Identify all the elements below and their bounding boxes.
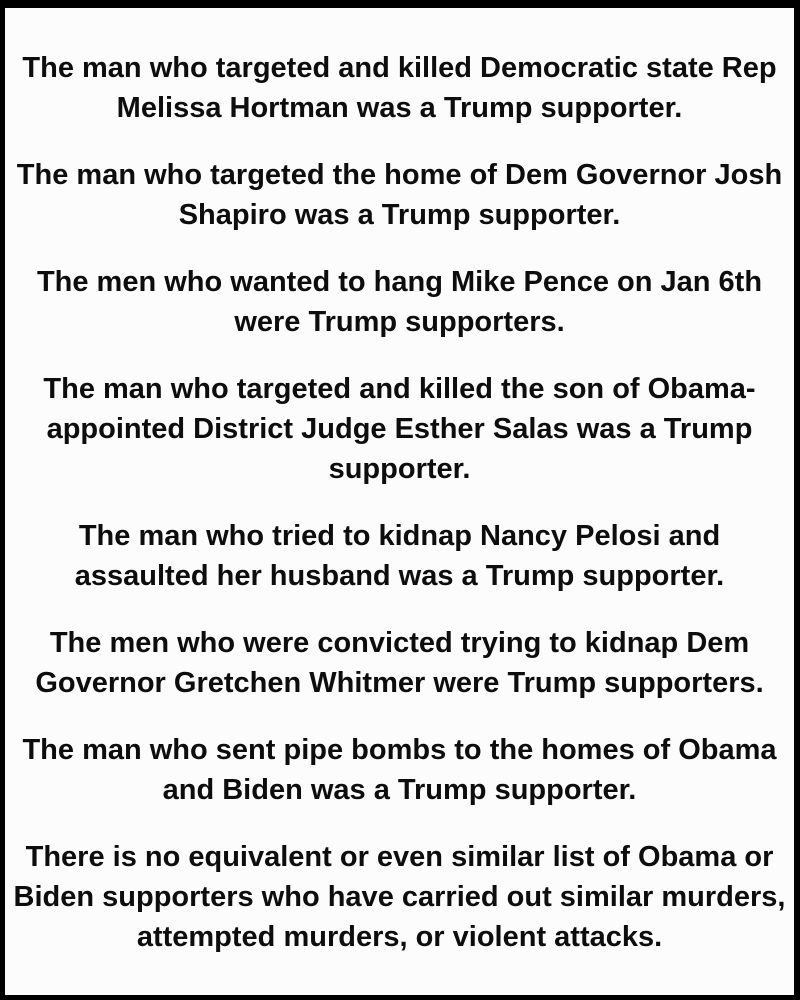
statement-paragraph-salas: The man who targeted and killed the son of Obama-appointed District Judge Esther Salas was a Trump supporter.: [43, 373, 756, 485]
statement-paragraph-pipe-bombs: The man who sent pipe bombs to the homes of Obama and Biden was a Trump supporter.: [22, 734, 777, 806]
statement-paragraph-pelosi: The man who tried to kidnap Nancy Pelosi and assaulted her husband was a Trump supporter.: [74, 520, 725, 592]
statement-paragraph-conclusion: There is no equivalent or even similar list of Obama or Biden supporters who have carried out similar murders, attempted murders, or violent attacks.: [13, 841, 786, 953]
statement-paragraph-shapiro: The man who targeted the home of Dem Governor Josh Shapiro was a Trump supporter.: [16, 159, 783, 231]
statement-paragraph-pence: The men who wanted to hang Mike Pence on Jan 6th were Trump supporters.: [36, 266, 763, 338]
statement-list: [13, 48, 786, 957]
statement-paragraph-hortman: The man who targeted and killed Democratic state Rep Melissa Hortman was a Trump supporter.: [22, 52, 777, 124]
statement-paragraph-whitmer: The men who were convicted trying to kidnap Dem Governor Gretchen Whitmer were Trump supporters.: [35, 627, 764, 699]
